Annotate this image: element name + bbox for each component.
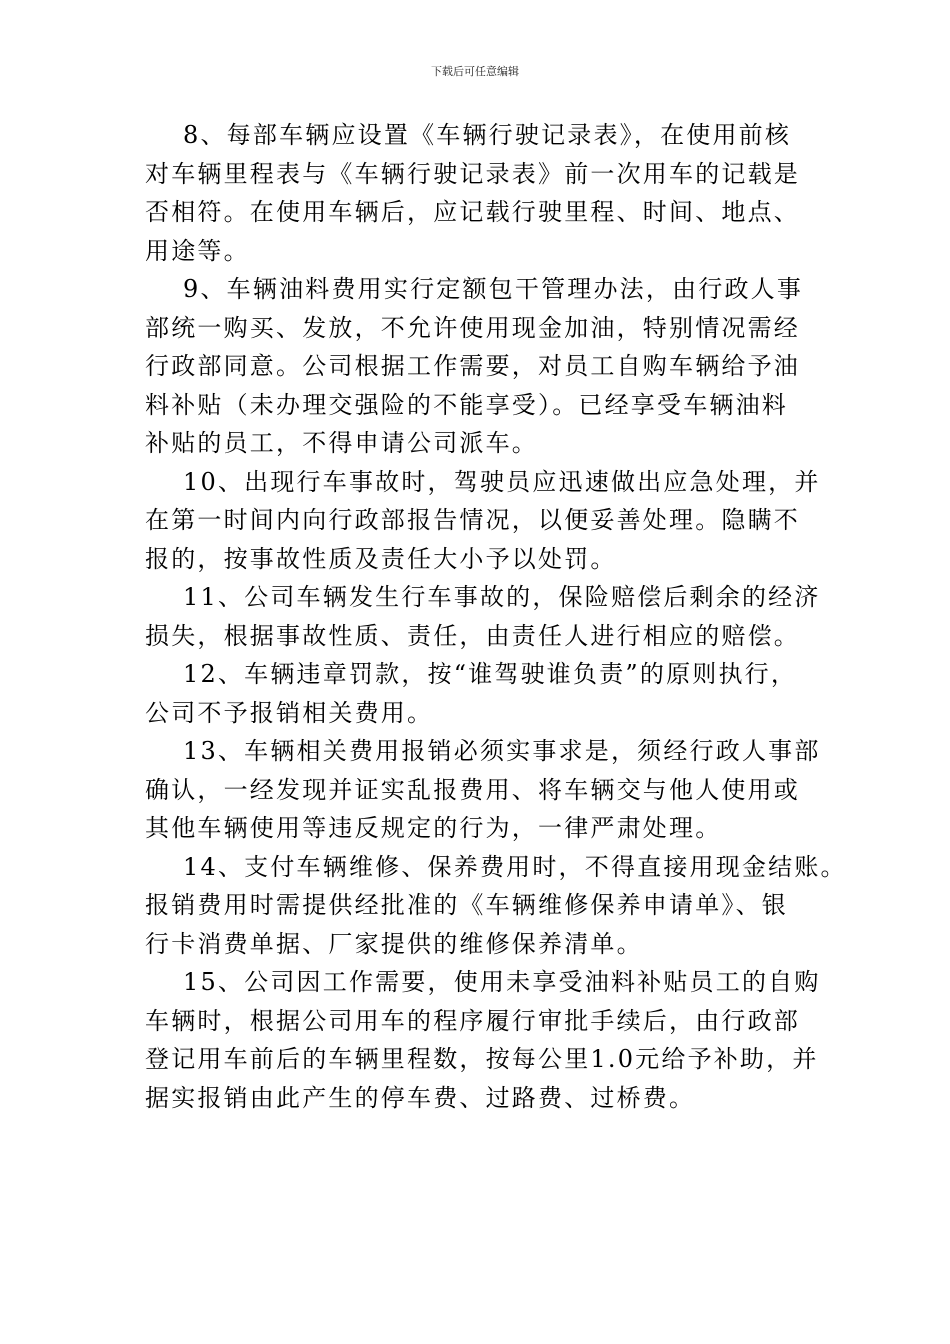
clause-12 [145,655,810,732]
clause-9 [145,270,810,463]
text-line: 报销费用时需提供经批准的《车辆维修保养申请单》、银 [145,891,788,919]
text-line: 公司不予报销相关费用。 [145,698,434,727]
text-line: 9、车辆油料费用实行定额包干管理办法，由行政人事 [183,275,804,303]
text-line: 损失，根据事故性质、责任，由责任人进行相应的赔偿。 [145,621,800,650]
text-line: 据实报销由此产生的停车费、过路费、过桥费。 [145,1083,696,1112]
text-line: 11、公司车辆发生行车事故的，保险赔偿后剩余的经济 [183,583,821,611]
text-line: 用途等。 [145,236,250,265]
text-line: 对车辆里程表与《车辆行驶记录表》前一次用车的记载是 [145,159,800,188]
clause-10 [145,463,821,579]
clause-11 [145,578,821,655]
text-line: 行卡消费单据、厂家提供的维修保养清单。 [145,929,643,958]
text-line: 确认，一经发现并证实乱报费用、将车辆交与他人使用或 [145,775,800,804]
clause-14 [145,848,847,964]
text-line: 报的，按事故性质及责任大小予以处罚。 [145,544,617,573]
text-line: 行政部同意。公司根据工作需要，对员工自购车辆给予油 [145,352,800,380]
text-line: 部统一购买、发放，不允许使用现金加油，特别情况需经 [145,313,800,342]
page-header-note: 下载后可任意编辑 [431,65,519,78]
text-line: 其他车辆使用等违反规定的行为，一律严肃处理。 [145,814,722,842]
text-line: 15、公司因工作需要，使用未享受油料补贴员工的自购 [183,968,821,996]
text-line: 12、车辆违章罚款，按“谁驾驶谁负责”的原则执行， [183,660,798,688]
text-line: 在第一时间内向行政部报告情况，以便妥善处理。隐瞒不 [145,506,800,534]
text-line: 料补贴（未办理交强险的不能享受）。已经享受车辆油料 [145,390,788,419]
text-line: 登记用车前后的车辆里程数，按每公里1.0元给予补助，并 [145,1045,819,1073]
text-line: 13、车辆相关费用报销必须实事求是，须经行政人事部 [183,737,821,765]
text-line: 14、支付车辆维修、保养费用时，不得直接用现金结账。 [183,852,847,881]
clause-8 [145,116,810,270]
text-line: 10、出现行车事故时，驾驶员应迅速做出应急处理，并 [183,467,821,496]
clause-15 [145,963,821,1117]
text-line: 车辆时，根据公司用车的程序履行审批手续后，由行政部 [145,1006,800,1035]
text-line: 补贴的员工，不得申请公司派车。 [145,429,538,457]
clause-13 [145,732,821,848]
text-line: 否相符。在使用车辆后，应记载行驶里程、时间、地点、 [145,198,800,226]
document-body [145,116,847,1117]
text-line: 8、每部车辆应设置《车辆行驶记录表》，在使用前核 [183,121,792,149]
